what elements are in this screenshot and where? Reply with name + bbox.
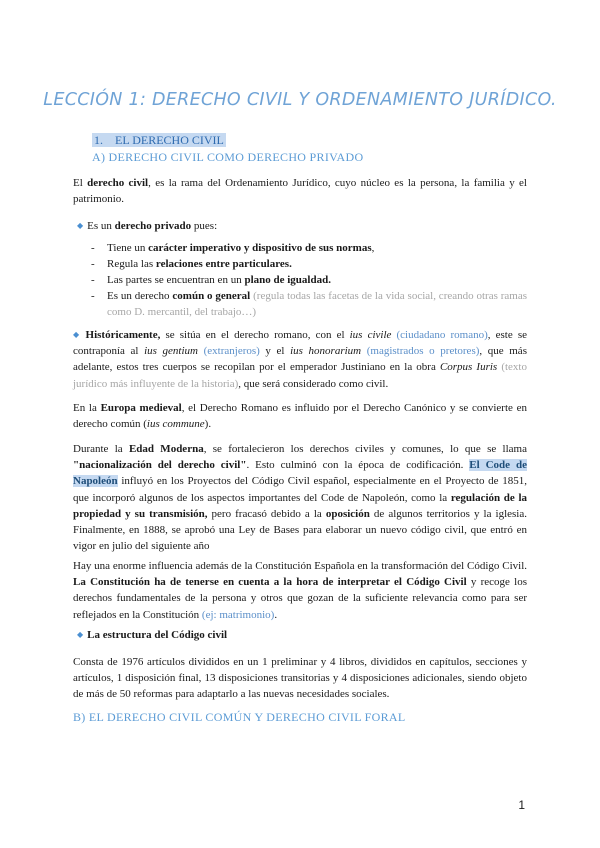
text: Regula las	[107, 258, 156, 270]
blue-note: (extranjeros)	[198, 345, 260, 358]
section-1-label: EL DERECHO CIVIL	[115, 133, 224, 147]
text: se sitúa en el derecho romano, con el	[160, 329, 350, 341]
grey-note: (regula todas las facetas de la vida social, creando otras ramas como D. mercantil, del trabajo…)	[107, 290, 527, 318]
text: Es un	[87, 220, 115, 232]
diamond-bullet-icon: ◆	[77, 221, 84, 230]
section-1-number: 1.	[94, 133, 103, 147]
section-1-highlight	[92, 133, 226, 147]
text: Las partes se encuentran en un	[107, 274, 245, 286]
text: El	[73, 177, 88, 189]
bold-text: "nacionalización del derecho civil"	[73, 459, 247, 472]
text: , este se contraponía al	[73, 329, 527, 358]
text: Hay una enorme influencia además de la Constitución Española en la transformación del Código Civil.	[73, 560, 527, 572]
bold-text: plano de igualdad.	[244, 274, 331, 286]
text: En la	[73, 402, 101, 414]
text: Consta de 1976 artículos divididos en un 1 preliminar y 4 libros, divididos en capítulos, secciones y artículos, 1 disposición final, 13 disposiciones transitorias y 4 disposiciones adicionales, siendo objeto de más de 50 reformas para adaptarlo a las nuevas necesidades sociales.	[73, 656, 527, 701]
text: , el Derecho Romano es influido por el Derecho Canónico y se convierte en derecho común (	[73, 402, 527, 431]
characteristics-list	[91, 240, 527, 320]
highlighted-text: El Code de Napoleón	[73, 459, 527, 488]
italic-text: ius commune	[146, 418, 205, 431]
blue-note: (ej: matrimonio)	[199, 608, 275, 621]
section-1-heading	[92, 133, 226, 148]
list-item	[91, 272, 527, 288]
bold-text: La Constitución ha de tenerse en cuenta a la hora de interpretar el Código Civil	[73, 576, 467, 589]
paragraph-constitucion	[73, 558, 527, 623]
text: pero fracasó debido a la	[207, 507, 326, 520]
blue-note: (magistrados o pretores)	[361, 345, 480, 358]
text: y el	[259, 345, 291, 358]
italic-text: ius gentium	[144, 345, 198, 358]
text: ).	[204, 418, 212, 431]
text: influyó en los Proyectos del Código Civil español, especialmente en el Proyecto de 1851, que incorporó algunos de los aspectos importantes del Code de Napoleón, como la	[73, 475, 527, 504]
grey-note: (texto jurídico más influyente de la historia)	[73, 361, 527, 390]
blue-note: (ciudadano romano)	[391, 329, 488, 341]
paragraph-definition	[73, 175, 527, 207]
bold-text: regulación de la propiedad y su transmisión,	[73, 491, 528, 520]
text: Durante la	[73, 443, 129, 455]
text: ,	[371, 242, 375, 254]
bold-text: derecho privado	[114, 220, 192, 232]
bold-text: Edad Moderna	[128, 443, 204, 455]
bold-text: La estructura del Código civil	[87, 629, 228, 641]
text: , es la rama del Ordenamiento Jurídico, cuyo núcleo es la persona, la familia y el patrimonio.	[73, 177, 527, 206]
bold-text: relaciones entre particulares.	[155, 258, 292, 270]
italic-text: Corpus Iuris	[439, 361, 498, 374]
list-item	[91, 256, 527, 272]
section-a-heading: A) DERECHO CIVIL COMO DERECHO PRIVADO	[92, 150, 364, 164]
lesson-title: LECCIÓN 1: DERECHO CIVIL Y ORDENAMIENTO JURÍDICO.	[43, 90, 557, 110]
text: .	[274, 608, 278, 621]
text: , se fortalecieron los derechos civiles y comunes, lo que se llama	[203, 443, 527, 455]
diamond-bullet-icon: ◆	[77, 630, 84, 639]
italic-text: ius honorarium	[290, 345, 362, 358]
text: Es un derecho	[107, 290, 173, 302]
paragraph-edad-moderna	[73, 441, 527, 554]
list-item	[91, 288, 527, 320]
bold-text: carácter imperativo y dispositivo de sus normas	[148, 242, 372, 254]
section-b-heading: B) EL DERECHO CIVIL COMÚN Y DERECHO CIVIL FORAL	[73, 710, 406, 724]
bullet-estructura	[77, 627, 227, 643]
paragraph-europa-medieval	[73, 400, 527, 432]
diamond-bullet-icon: ◆	[73, 330, 82, 339]
bold-text: derecho civil	[87, 177, 149, 189]
bullet-derecho-privado	[77, 218, 217, 234]
bold-text: Europa medieval	[100, 402, 182, 414]
bold-text: Históricamente,	[85, 329, 161, 341]
bold-text: oposición	[325, 507, 370, 520]
text: pues:	[191, 220, 218, 232]
text: Tiene un	[107, 242, 149, 254]
paragraph-estructura	[73, 654, 527, 703]
bold-text: común o general	[172, 290, 251, 302]
text: , que más adelante, estos tres cuerpos se recopilan por el emperador Justiniano en la obra	[73, 345, 527, 374]
text: . Esto culminó con la época de codificación.	[246, 459, 470, 472]
italic-text: ius civile	[349, 329, 392, 341]
text: , que será considerado como civil.	[238, 377, 389, 390]
page-number: 1	[518, 798, 525, 812]
paragraph-historicamente	[73, 327, 527, 392]
text: y recoge los derechos fundamentales de la persona y otros que gozan de la suficiente relevancia como para ser reflejados en la Constitución	[73, 576, 527, 621]
text: de algunos territorios y la iglesia. Finalmente, en 1888, se aprobó una Ley de Bases para elaborar un nuevo código civil, que entró en vigor en julio del siguiente año	[73, 507, 527, 553]
list-item	[91, 240, 527, 256]
